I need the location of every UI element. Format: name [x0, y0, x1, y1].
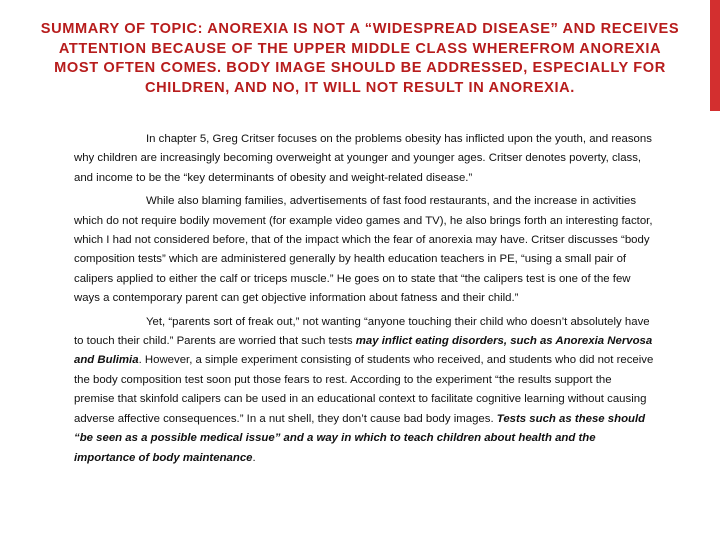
accent-bar [710, 0, 720, 111]
paragraph-text-segment: Yet, “parents sort of freak out,” not wanting “anyone touching their child who doesn’t absolutely have to touch their child.” Parents are worried that such tests [74, 315, 650, 348]
paragraph-parents-concerns [74, 313, 654, 468]
slide-body [74, 130, 654, 472]
emphasis-medical-issue: Tests such as these should “be seen as a possible medical issue” and a way in which to teach children about health and the importance of body maintenance [74, 412, 646, 464]
paragraph-chapter-summary: In chapter 5, Greg Critser focuses on the problems obesity has inflicted upon the youth, and reasons why children are increasingly becoming overweight at younger and younger ages. Critser denotes poverty, class, and income to be the “key determinants of obesity and weight-related disease.” [74, 133, 652, 184]
emphasis-eating-disorders: may inflict eating disorders, such as Anorexia Nervosa and Bulimia [74, 335, 653, 367]
paragraph-body-composition: While also blaming families, advertisements of fast food restaurants, and the increase in activities which do not require bodily movement (for example video games and TV), he also brings forth an interesting factor, which I had not considered before, that of the impact which the fear of anorexia may have. Critser discusses “body composition tests” which are administered generally by health education teachers in PE, “using a small pair of calipers applied to either the calf or triceps muscle.” He goes on to state that “the calipers test is one of the few ways a contemporary parent can get objective information about fatness and their child.” [74, 195, 653, 305]
paragraph-text-segment: . [252, 451, 256, 464]
slide-title: SUMMARY OF TOPIC: ANOREXIA IS NOT A “WIDESPREAD DISEASE” AND RECEIVES ATTENTION BECAUSE OF THE UPPER MIDDLE CLASS WHEREFROM ANOREXIA MOST OFTEN COMES. BODY IMAGE SHOULD BE ADDRESSED, ESPECIALLY FOR CHILDREN, AND NO, IT WILL NOT RESULT IN ANOREXIA. [40, 21, 680, 96]
paragraph-text-segment: . However, a simple experiment consisting of students who received, and students who did not receive the body composition test soon put those fears to rest. According to the experiment “the results support the premise that skinfold calipers can be used in an educational context to facilitate cognitive learning without causing adverse affective consequences.” In a nut shell, they don’t cause bad body images. [74, 354, 654, 425]
